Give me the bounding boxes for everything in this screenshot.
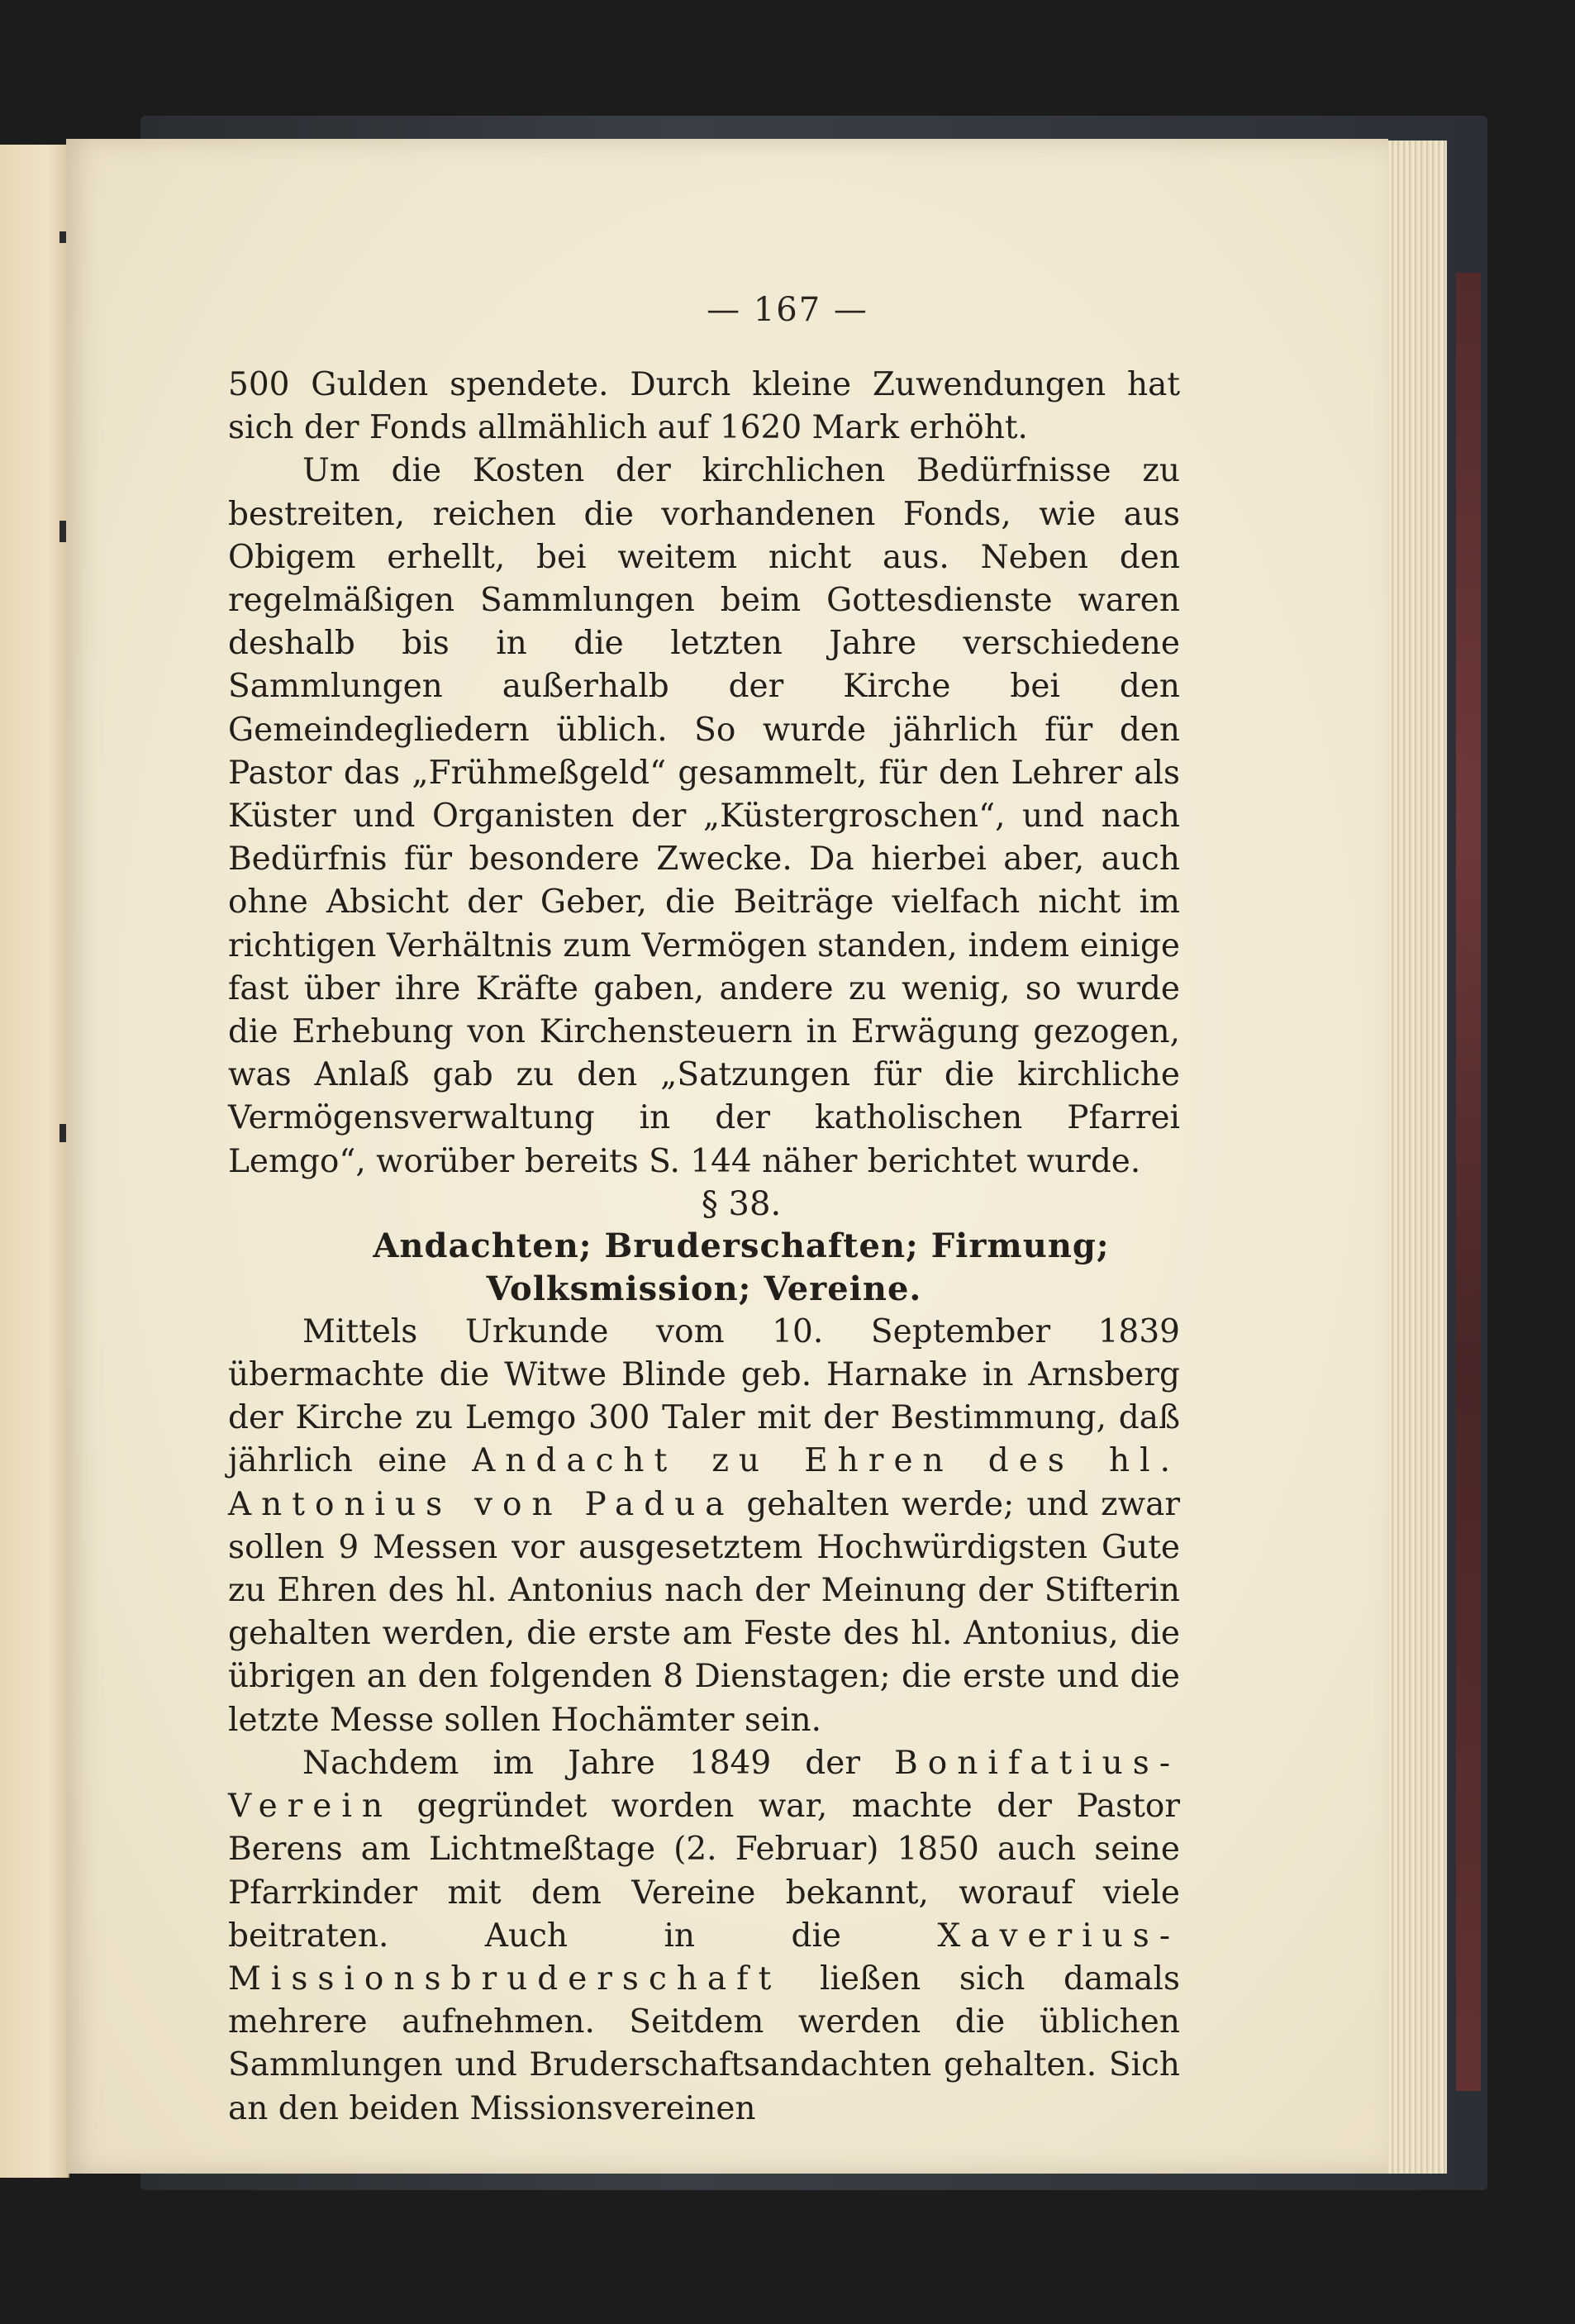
- left-page-edge: [0, 145, 69, 2178]
- paragraph-4-text-c: gegründet worden war, machte der Pastor Berens am Lichtmeßtage (2. Februar) 1850 auch seine Pfarrkinder mit dem Vereine bekannt, worauf viele beitraten. Auch in die: [228, 1788, 1180, 1955]
- ink-mark: [59, 231, 66, 243]
- spaced-emphasis: Xaverius-Missionsbruderschaft: [228, 1917, 1180, 1998]
- cover-edge-red: [1456, 273, 1481, 2091]
- ink-mark: [59, 1124, 66, 1142]
- spaced-emphasis: Andacht zu Ehren des hl. Antonius von Padua: [228, 1442, 1181, 1523]
- ink-mark: [59, 521, 66, 542]
- paragraph-4: [228, 1742, 1180, 2131]
- paragraph-2: Um die Kosten der kirchlichen Bedürfnisse zu bestreiten, reichen die vorhandenen Fonds, wie aus Obigem erhellt, bei weitem nicht aus. Neben den regelmäßigen Sammlungen beim Gottesdienste waren deshalb bis in die letzten Jahre verschiedene Sammlungen außerhalb der Kirche bei den Gemeindegliedern üblich. So wurde jährlich für den Pastor das „Frühmeßgeld“ gesammelt, für den Lehrer als Küster und Organisten der „Küstergroschen“, und nach Bedürfnis für besondere Zwecke. Da hierbei aber, auch ohne Absicht der Geber, die Beiträge vielfach nicht im richtigen Verhältnis zum Vermögen standen, indem einige fast über ihre Kräfte gaben, andere zu wenig, so wurde die Erhebung von Kirchensteuern in Erwägung gezogen, was Anlaß gab zu den „Satzungen für die kirchliche Vermögensverwaltung in der katholischen Pfarrei Lemgo“, worüber bereits S. 144 näher berichtet wurde.: [228, 452, 1180, 1180]
- spaced-emphasis: Bonifatius-Verein: [228, 1744, 1180, 1826]
- page-number-header: — 167 —: [707, 291, 868, 329]
- section-title: Andachten; Bruderschaften; Firmung; Volksmission; Vereine.: [373, 1226, 1110, 1308]
- paragraph-4-text-a: Nachdem im Jahre 1849 der: [302, 1744, 895, 1782]
- paragraph-3-text-c: gehalten werde; und zwar sollen 9 Messen vor ausgesetztem Hochwürdigsten Gute zu Ehren des hl. Antonius nach der Meinung der Stifterin gehalten werden, die erste am Feste des hl. Antonius, die übrigen an den folgenden 8 Dienstagen; die erste und die letzte Messe sollen Hochämter sein.: [228, 1485, 1180, 1739]
- section-number: § 38.: [701, 1184, 782, 1223]
- paragraph-3: [228, 1311, 1180, 1742]
- paragraph-3-text-a: Mittels Urkunde vom 10. September 1839 übermachte die Witwe Blinde geb. Harnake in Arnsberg der Kirche zu Lemgo 300 Taler mit der Bestimmung, daß jährlich eine: [228, 1312, 1180, 1480]
- paragraph-4-text-e: ließen sich damals mehrere aufnehmen. Seitdem werden die üblichen Sammlungen und Bruderschaftsandachten gehalten. Sich an den beiden Missionsvereinen: [228, 1960, 1180, 2127]
- page-block-edges: [1382, 140, 1447, 2174]
- page-body: [228, 364, 1180, 2131]
- paragraph-1: 500 Gulden spendete. Durch kleine Zuwendungen hat sich der Fonds allmählich auf 1620 Mark erhöht.: [228, 366, 1180, 447]
